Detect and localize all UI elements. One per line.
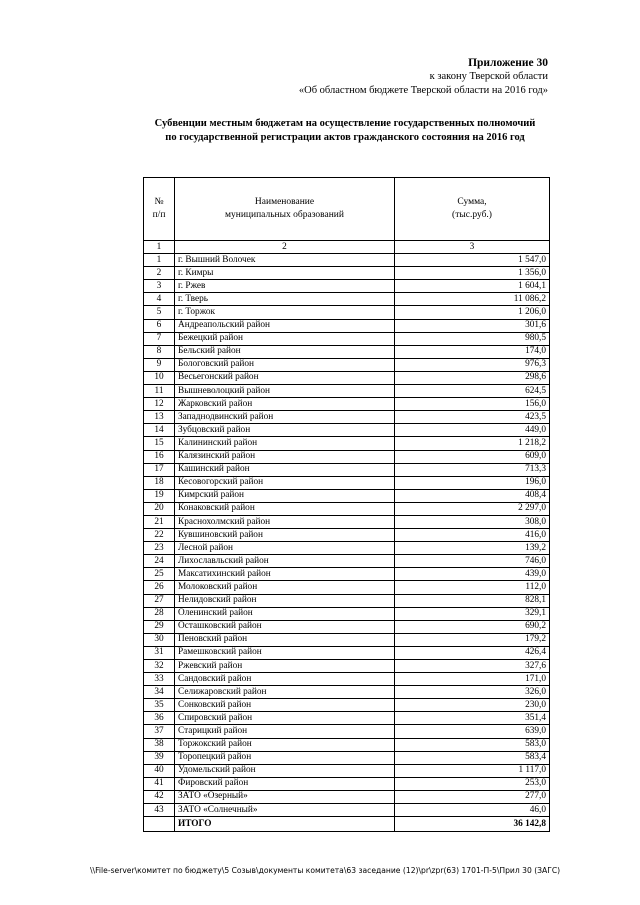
total-label: ИТОГО xyxy=(175,817,395,832)
row-sum: 449,0 xyxy=(395,424,550,437)
municipality-name: Старицкий район xyxy=(175,725,395,738)
municipality-name: Лесной район xyxy=(175,542,395,555)
row-number: 27 xyxy=(144,594,175,607)
municipality-name: Максатихинский район xyxy=(175,568,395,581)
table-row xyxy=(144,738,550,751)
table-row xyxy=(144,267,550,280)
municipality-name: Удомельский район xyxy=(175,764,395,777)
table-row xyxy=(144,424,550,437)
header-law-title: «Об областном бюджете Тверской области на 2016 год» xyxy=(298,85,548,96)
row-number: 24 xyxy=(144,555,175,568)
row-number: 9 xyxy=(144,358,175,371)
table-row xyxy=(144,686,550,699)
row-sum: 583,0 xyxy=(395,738,550,751)
row-number: 41 xyxy=(144,777,175,790)
municipality-name: Конаковский район xyxy=(175,502,395,515)
row-sum: 329,1 xyxy=(395,607,550,620)
municipality-name: Калязинский район xyxy=(175,450,395,463)
municipality-name: Бежецкий район xyxy=(175,332,395,345)
row-number: 3 xyxy=(144,280,175,293)
total-sum: 36 142,8 xyxy=(395,817,550,832)
municipality-name: г. Торжок xyxy=(175,306,395,319)
row-number: 11 xyxy=(144,385,175,398)
municipality-name: Западнодвинский район xyxy=(175,411,395,424)
table-row xyxy=(144,345,550,358)
table-row xyxy=(144,568,550,581)
col-sum-header: Сумма, (тыс.руб.) xyxy=(395,178,550,241)
table-row xyxy=(144,581,550,594)
municipality-name: Бельский район xyxy=(175,345,395,358)
municipality-name: Бологовский район xyxy=(175,358,395,371)
row-number: 37 xyxy=(144,725,175,738)
subventions-table xyxy=(143,177,550,832)
row-number: 39 xyxy=(144,751,175,764)
municipality-name: Фировский район xyxy=(175,777,395,790)
row-number: 43 xyxy=(144,804,175,817)
row-sum: 609,0 xyxy=(395,450,550,463)
row-sum: 980,5 xyxy=(395,332,550,345)
table-row xyxy=(144,607,550,620)
municipality-name: Оленинский район xyxy=(175,607,395,620)
row-sum: 690,2 xyxy=(395,620,550,633)
municipality-name: г. Тверь xyxy=(175,293,395,306)
row-number: 5 xyxy=(144,306,175,319)
row-number: 7 xyxy=(144,332,175,345)
row-sum: 426,4 xyxy=(395,646,550,659)
row-sum: 583,4 xyxy=(395,751,550,764)
row-sum: 301,6 xyxy=(395,319,550,332)
table-row xyxy=(144,712,550,725)
row-sum: 179,2 xyxy=(395,633,550,646)
row-number: 40 xyxy=(144,764,175,777)
municipality-name: г. Кимры xyxy=(175,267,395,280)
table-row xyxy=(144,306,550,319)
table-row xyxy=(144,633,550,646)
table-row xyxy=(144,371,550,384)
municipality-name: Кувшиновский район xyxy=(175,529,395,542)
table-body xyxy=(144,254,550,817)
table-row xyxy=(144,319,550,332)
municipality-name: Кашинский район xyxy=(175,463,395,476)
municipality-name: Весьегонский район xyxy=(175,371,395,384)
col-name-header: Наименование муниципальных образований xyxy=(175,178,395,241)
municipality-name: Жарковский район xyxy=(175,398,395,411)
col-number-header: № п/п xyxy=(144,178,175,241)
row-sum: 423,5 xyxy=(395,411,550,424)
row-number: 38 xyxy=(144,738,175,751)
row-sum: 230,0 xyxy=(395,699,550,712)
row-number: 35 xyxy=(144,699,175,712)
municipality-name: г. Вышний Волочек xyxy=(175,254,395,267)
table-row xyxy=(144,620,550,633)
row-number: 6 xyxy=(144,319,175,332)
total-row xyxy=(144,817,550,832)
municipality-name: ЗАТО «Озерный» xyxy=(175,790,395,803)
row-sum: 1 604,1 xyxy=(395,280,550,293)
table-row xyxy=(144,542,550,555)
table-row xyxy=(144,398,550,411)
row-sum: 976,3 xyxy=(395,358,550,371)
row-sum: 1 206,0 xyxy=(395,306,550,319)
row-number: 8 xyxy=(144,345,175,358)
municipality-name: Молоковский район xyxy=(175,581,395,594)
table-row xyxy=(144,790,550,803)
row-sum: 2 297,0 xyxy=(395,502,550,515)
table-row xyxy=(144,502,550,515)
table-row xyxy=(144,725,550,738)
row-sum: 1 356,0 xyxy=(395,267,550,280)
appendix-number: Приложение 30 xyxy=(468,57,548,69)
column-numbers-row xyxy=(144,241,550,254)
municipality-name: Вышневолоцкий район xyxy=(175,385,395,398)
row-sum: 327,6 xyxy=(395,660,550,673)
row-number: 10 xyxy=(144,371,175,384)
municipality-name: Кесовогорский район xyxy=(175,476,395,489)
row-number: 17 xyxy=(144,463,175,476)
municipality-name: Андреапольский район xyxy=(175,319,395,332)
municipality-name: Рамешковский район xyxy=(175,646,395,659)
table-header-row xyxy=(144,178,550,241)
table-row xyxy=(144,751,550,764)
row-number: 26 xyxy=(144,581,175,594)
file-path-footer: \\File-server\комитет по бюджету\5 Созыв\документы комитета\63 заседание (12)\pr\zpr(63) 1701-П-5\Прил 30 (ЗАГС) xyxy=(90,866,561,875)
table-row xyxy=(144,529,550,542)
row-sum: 1 218,2 xyxy=(395,437,550,450)
table-row xyxy=(144,489,550,502)
row-number: 29 xyxy=(144,620,175,633)
table-row xyxy=(144,254,550,267)
row-number: 22 xyxy=(144,529,175,542)
municipality-name: Ржевский район xyxy=(175,660,395,673)
total-number-cell xyxy=(144,817,175,832)
municipality-name: Сонковский район xyxy=(175,699,395,712)
municipality-name: г. Ржев xyxy=(175,280,395,293)
municipality-name: Торопецкий район xyxy=(175,751,395,764)
table-row xyxy=(144,450,550,463)
row-sum: 196,0 xyxy=(395,476,550,489)
municipality-name: Спировский район xyxy=(175,712,395,725)
table-row xyxy=(144,411,550,424)
title-line-1: Субвенции местным бюджетам на осуществление государственных полномочий xyxy=(154,118,536,129)
table-row xyxy=(144,673,550,686)
table-row xyxy=(144,660,550,673)
row-sum: 624,5 xyxy=(395,385,550,398)
municipality-name: Сандовский район xyxy=(175,673,395,686)
municipality-name: Лихославльский район xyxy=(175,555,395,568)
row-sum: 171,0 xyxy=(395,673,550,686)
municipality-name: Нелидовский район xyxy=(175,594,395,607)
table-row xyxy=(144,358,550,371)
row-number: 2 xyxy=(144,267,175,280)
municipality-name: Калининский район xyxy=(175,437,395,450)
municipality-name: Селижаровский район xyxy=(175,686,395,699)
row-sum: 46,0 xyxy=(395,804,550,817)
row-sum: 416,0 xyxy=(395,529,550,542)
municipality-name: Торжокский район xyxy=(175,738,395,751)
row-sum: 156,0 xyxy=(395,398,550,411)
table-row xyxy=(144,804,550,817)
row-sum: 326,0 xyxy=(395,686,550,699)
row-number: 4 xyxy=(144,293,175,306)
row-number: 31 xyxy=(144,646,175,659)
table-row xyxy=(144,332,550,345)
row-sum: 298,6 xyxy=(395,371,550,384)
row-number: 14 xyxy=(144,424,175,437)
row-sum: 277,0 xyxy=(395,790,550,803)
table-row xyxy=(144,476,550,489)
row-sum: 1 117,0 xyxy=(395,764,550,777)
row-sum: 308,0 xyxy=(395,515,550,528)
municipality-name: Пеновский район xyxy=(175,633,395,646)
title-line-2: по государственной регистрации актов гражданского состояния на 2016 год xyxy=(165,132,525,143)
row-sum: 253,0 xyxy=(395,777,550,790)
row-number: 28 xyxy=(144,607,175,620)
row-number: 16 xyxy=(144,450,175,463)
municipality-name: Осташковский район xyxy=(175,620,395,633)
row-number: 21 xyxy=(144,515,175,528)
table-row xyxy=(144,699,550,712)
row-number: 18 xyxy=(144,476,175,489)
row-sum: 408,4 xyxy=(395,489,550,502)
row-number: 30 xyxy=(144,633,175,646)
row-sum: 351,4 xyxy=(395,712,550,725)
row-number: 1 xyxy=(144,254,175,267)
row-sum: 713,3 xyxy=(395,463,550,476)
row-sum: 746,0 xyxy=(395,555,550,568)
row-number: 32 xyxy=(144,660,175,673)
municipality-name: Краснохолмский район xyxy=(175,515,395,528)
colnum-1: 1 xyxy=(144,241,175,254)
row-sum: 139,2 xyxy=(395,542,550,555)
row-sum: 1 547,0 xyxy=(395,254,550,267)
table-row xyxy=(144,437,550,450)
table-row xyxy=(144,764,550,777)
municipality-name: Кимрский район xyxy=(175,489,395,502)
row-number: 42 xyxy=(144,790,175,803)
row-sum: 112,0 xyxy=(395,581,550,594)
table-row xyxy=(144,646,550,659)
row-number: 23 xyxy=(144,542,175,555)
table-row xyxy=(144,515,550,528)
table-row xyxy=(144,594,550,607)
row-sum: 439,0 xyxy=(395,568,550,581)
row-number: 25 xyxy=(144,568,175,581)
municipality-name: Зубцовский район xyxy=(175,424,395,437)
table-row xyxy=(144,555,550,568)
table-row xyxy=(144,777,550,790)
row-number: 20 xyxy=(144,502,175,515)
row-number: 15 xyxy=(144,437,175,450)
header-law-line: к закону Тверской области xyxy=(429,71,548,82)
row-sum: 174,0 xyxy=(395,345,550,358)
row-sum: 639,0 xyxy=(395,725,550,738)
table-row xyxy=(144,385,550,398)
table-row xyxy=(144,293,550,306)
row-number: 33 xyxy=(144,673,175,686)
row-number: 36 xyxy=(144,712,175,725)
row-number: 34 xyxy=(144,686,175,699)
row-sum: 11 086,2 xyxy=(395,293,550,306)
document-header xyxy=(299,56,548,98)
table-row xyxy=(144,280,550,293)
row-number: 13 xyxy=(144,411,175,424)
table-row xyxy=(144,463,550,476)
municipality-name: ЗАТО «Солнечный» xyxy=(175,804,395,817)
colnum-3: 3 xyxy=(395,241,550,254)
row-number: 12 xyxy=(144,398,175,411)
row-number: 19 xyxy=(144,489,175,502)
row-sum: 828,1 xyxy=(395,594,550,607)
colnum-2: 2 xyxy=(175,241,395,254)
document-title xyxy=(130,117,560,145)
